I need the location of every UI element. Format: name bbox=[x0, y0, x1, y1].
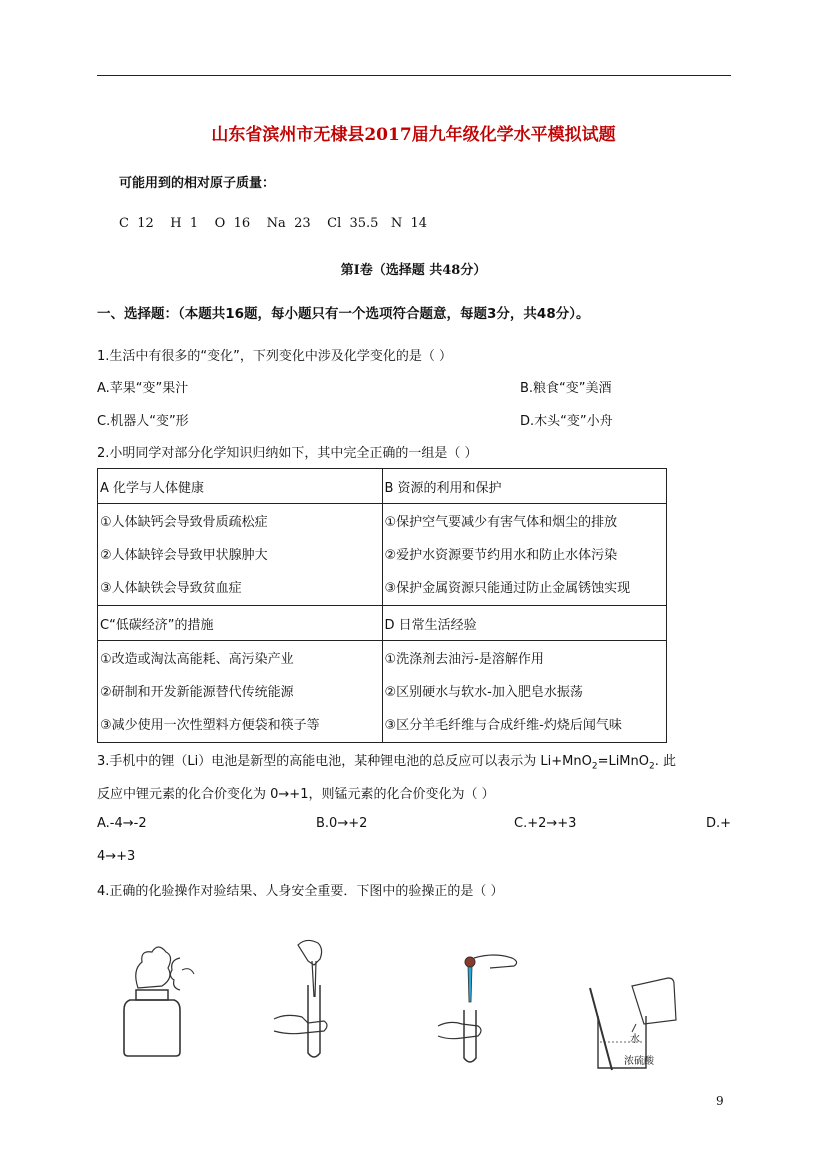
list-item: ②研制和开发新能源替代传统能源 bbox=[100, 685, 294, 700]
cell-d-head: D 日常生活经验 bbox=[382, 606, 667, 641]
subscript: 2 bbox=[591, 761, 598, 772]
atomic-mass-values: C 12 H 1 O 16 Na 23 Cl 35.5 N 14 bbox=[119, 216, 428, 231]
figure-smell-gas bbox=[118, 930, 198, 1060]
q3-option-a: A.-4→-2 bbox=[97, 816, 147, 831]
cell-c-body bbox=[98, 641, 383, 743]
list-item: ③区分羊毛纤维与合成纤维-灼烧后闻气味 bbox=[384, 718, 622, 733]
atomic-mass-label: 可能用到的相对原子质量： bbox=[119, 176, 276, 191]
q1-option-c: C.机器人“变”形 bbox=[97, 414, 189, 429]
q1-option-a: A.苹果“变”果汁 bbox=[97, 381, 189, 396]
q3-option-d-cont: 4→+3 bbox=[97, 849, 136, 864]
cell-d-body bbox=[382, 641, 667, 743]
cell-b-head: B 资源的利用和保护 bbox=[382, 469, 667, 504]
page-number: 9 bbox=[716, 1094, 724, 1108]
figure-dropper bbox=[434, 950, 534, 1070]
q1-option-b: B.粮食“变”美酒 bbox=[520, 381, 612, 396]
upper-hand bbox=[298, 940, 322, 965]
list-item: ③保护金属资源只能通过防止金属锈蚀实现 bbox=[384, 581, 631, 596]
face-detail bbox=[182, 969, 194, 974]
page-title: 山东省滨州市无棣县2017届九年级化学水平模拟试题 bbox=[211, 125, 616, 145]
list-item: ③减少使用一次性塑料方便袋和筷子等 bbox=[100, 718, 320, 733]
gas-jar bbox=[124, 1000, 180, 1056]
section-heading: 一、选择题：（本题共16题，每小题只有一个选项符合题意，每题3分，共48分）。 bbox=[97, 306, 590, 322]
figure-dilution bbox=[584, 972, 684, 1072]
q1-option-d: D.木头“变”小舟 bbox=[520, 414, 613, 429]
glass-rod bbox=[590, 988, 612, 1070]
list-item: ③人体缺铁会导致贫血症 bbox=[100, 581, 242, 596]
q3-option-c: C.+2→+3 bbox=[514, 816, 577, 831]
lower-hand bbox=[274, 1015, 327, 1033]
upper-hand bbox=[474, 955, 517, 968]
list-item: ①洗涤剂去油污-是溶解作用 bbox=[384, 652, 544, 667]
header-rule bbox=[97, 75, 731, 76]
dropper-bulb bbox=[465, 957, 475, 967]
cell-a-head: A 化学与人体健康 bbox=[98, 469, 383, 504]
cell-a-body bbox=[98, 504, 383, 606]
q3-option-b: B.0→+2 bbox=[316, 816, 368, 831]
q2-stem: 2.小明同学对部分化学知识归纳如下，其中完全正确的一组是（ ） bbox=[97, 446, 478, 461]
q3-text: =LiMnO bbox=[597, 754, 649, 769]
dropper-tube bbox=[468, 967, 472, 1002]
q1-stem: 1.生活中有很多的“变化”，下列变化中涉及化学变化的是（ ） bbox=[97, 349, 453, 364]
volume-title: 第Ⅰ卷（选择题 共48分） bbox=[340, 263, 487, 278]
lower-hand bbox=[438, 1022, 481, 1038]
cell-b-body bbox=[382, 504, 667, 606]
subscript: 2 bbox=[649, 761, 655, 772]
list-item: ②区别硬水与软水-加入肥皂水振荡 bbox=[384, 685, 583, 700]
q3-option-d: D.+ bbox=[706, 816, 732, 831]
label-acid: 浓硫酸 bbox=[624, 1056, 654, 1067]
pouring-beaker bbox=[632, 978, 676, 1024]
list-item: ②人体缺锌会导致甲状腺肿大 bbox=[100, 548, 268, 563]
tweezers bbox=[312, 961, 314, 997]
q3-line1 bbox=[97, 750, 676, 772]
list-item: ②爱护水资源要节约用水和防止水体污染 bbox=[384, 548, 618, 563]
gas-cloud bbox=[136, 947, 171, 988]
jar-neck bbox=[136, 990, 168, 1000]
figure-add-solid bbox=[268, 935, 358, 1065]
face-outline bbox=[170, 958, 180, 990]
label-water: 水 bbox=[630, 1034, 640, 1045]
list-item: ①改造或淘汰高能耗、高污染产业 bbox=[100, 652, 294, 667]
q4-stem: 4.正确的化验操作对验结果、人身安全重要．下图中的验操正的是（ ） bbox=[97, 884, 504, 899]
cell-c-head: C“低碳经济”的措施 bbox=[98, 606, 383, 641]
knowledge-table bbox=[97, 468, 667, 743]
list-item: ①人体缺钙会导致骨质疏松症 bbox=[100, 515, 268, 530]
q3-text: 3.手机中的锂（Li）电池是新型的高能电池，某种锂电池的总反应可以表示为 Li+MnO bbox=[97, 754, 592, 769]
pour-stream bbox=[632, 1024, 636, 1032]
list-item: ①保护空气要减少有害气体和烟尘的排放 bbox=[384, 515, 618, 530]
q3-line2: 反应中锂元素的化合价变化为 0→+1，则锰元素的化合价变化为（ ） bbox=[97, 787, 495, 802]
tweezers bbox=[315, 961, 316, 997]
q3-text: . 此 bbox=[654, 754, 676, 769]
